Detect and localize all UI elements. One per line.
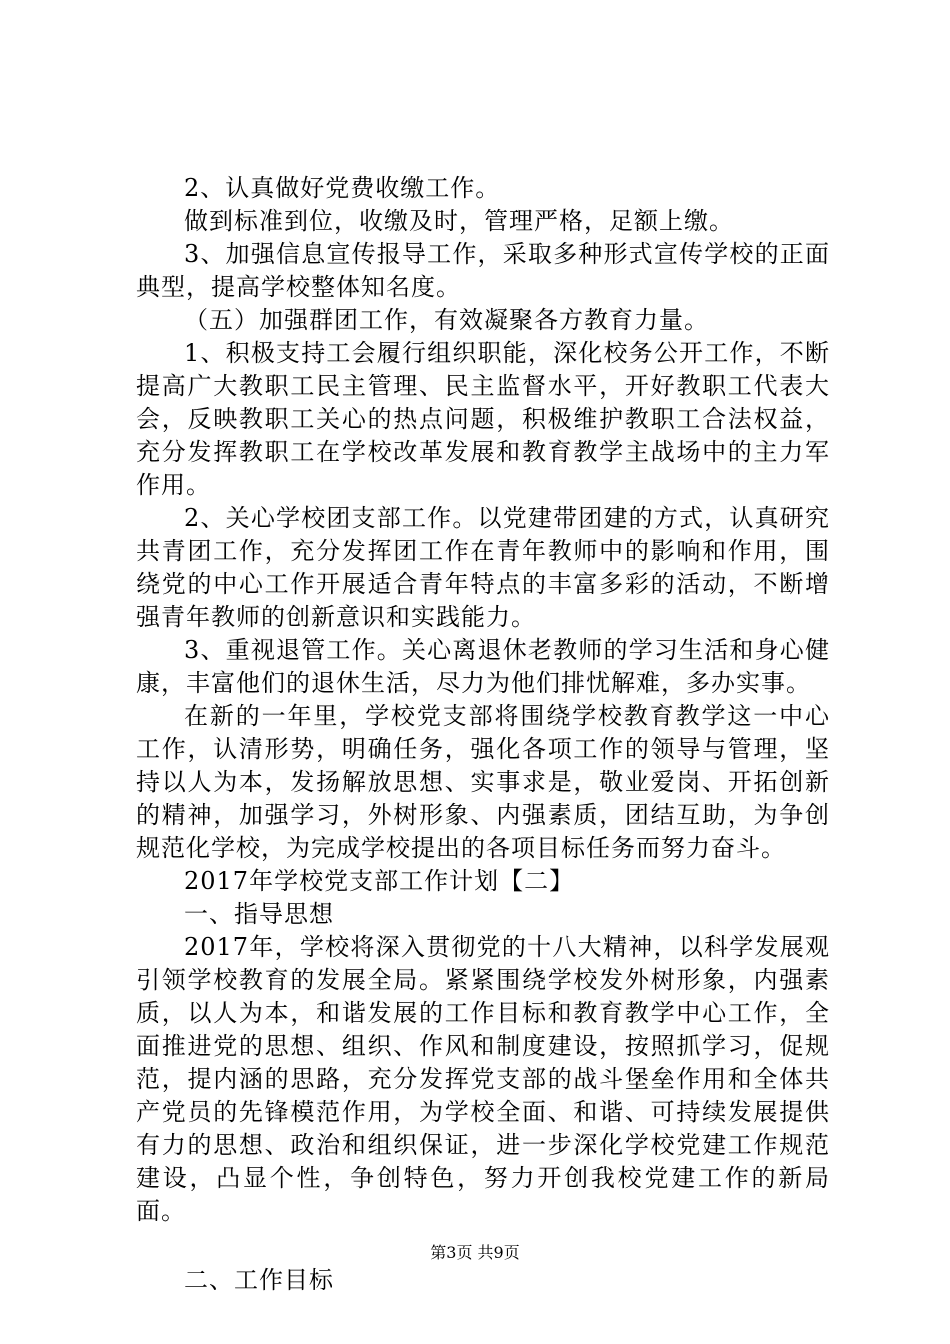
paragraph-youth-league: 2、关心学校团支部工作。以党建带团建的方式，认真研究共青团工作，充分发挥团工作在青年教师中的影响和作用，围绕党的中心工作开展适合青年特点的丰富多彩的活动，不断增强青年教师的创新意识和实践能力。 [136,504,830,631]
paragraph-party-dues: 2、认真做好党费收缴工作。 [184,174,501,202]
paragraph-guiding-thought: 2017年，学校将深入贯彻党的十八大精神，以科学发展观引领学校教育的发展全局。紧紧围绕学校发外树形象，内强素质，以人为本，和谐发展的工作目标和教育教学中心工作，全面推进党的思想、组织、作风和制度建设，按照抓学习，促规范，提内涵的思路，充分发挥党支部的战斗堡垒作用和全体共产党员的先锋模范作用，为学校全面、和谐、可持续发展提供有力的思想、政治和组织保证，进一步深化学校党建工作规范建设，凸显个性，争创特色，努力开创我校党建工作的新局面。 [136,933,830,1225]
paragraph-goals-heading: 二、工作目标 [184,1266,334,1294]
paragraph-section-five: （五）加强群团工作，有效凝聚各方教育力量。 [184,306,709,334]
paragraph-retirees: 3、重视退管工作。关心离退休老教师的学习生活和身心健康，丰富他们的退休生活，尽力为他们排忧解难，多办实事。 [136,636,830,697]
paragraph-new-year: 在新的一年里，学校党支部将围绕学校教育教学这一中心工作，认清形势，明确任务，强化各项工作的领导与管理，坚持以人为本，发扬解放思想、实事求是，敬业爱岗、开拓创新的精神，加强学习，外树形象、内强素质，团结互助，为争创规范化学校，为完成学校提出的各项目标任务而努力奋斗。 [136,702,830,862]
paragraph-plan-title: 2017年学校党支部工作计划【二】 [184,867,575,895]
document-body [136,172,830,1297]
paragraph-publicity: 3、加强信息宣传报导工作，采取多种形式宣传学校的正面典型，提高学校整体知名度。 [136,240,830,301]
paragraph-guiding-heading: 一、指导思想 [184,900,334,928]
paragraph-dues-standard: 做到标准到位，收缴及时，管理严格，足额上缴。 [184,207,734,235]
paragraph-union-work: 1、积极支持工会履行组织职能，深化校务公开工作，不断提高广大教职工民主管理、民主监督水平，开好教职工代表大会，反映教职工关心的热点问题，积极维护教职工合法权益，充分发挥教职工在学校改革发展和教育教学主战场中的主力军作用。 [136,339,830,499]
page-number-footer: 第3页 共9页 [430,1243,520,1262]
